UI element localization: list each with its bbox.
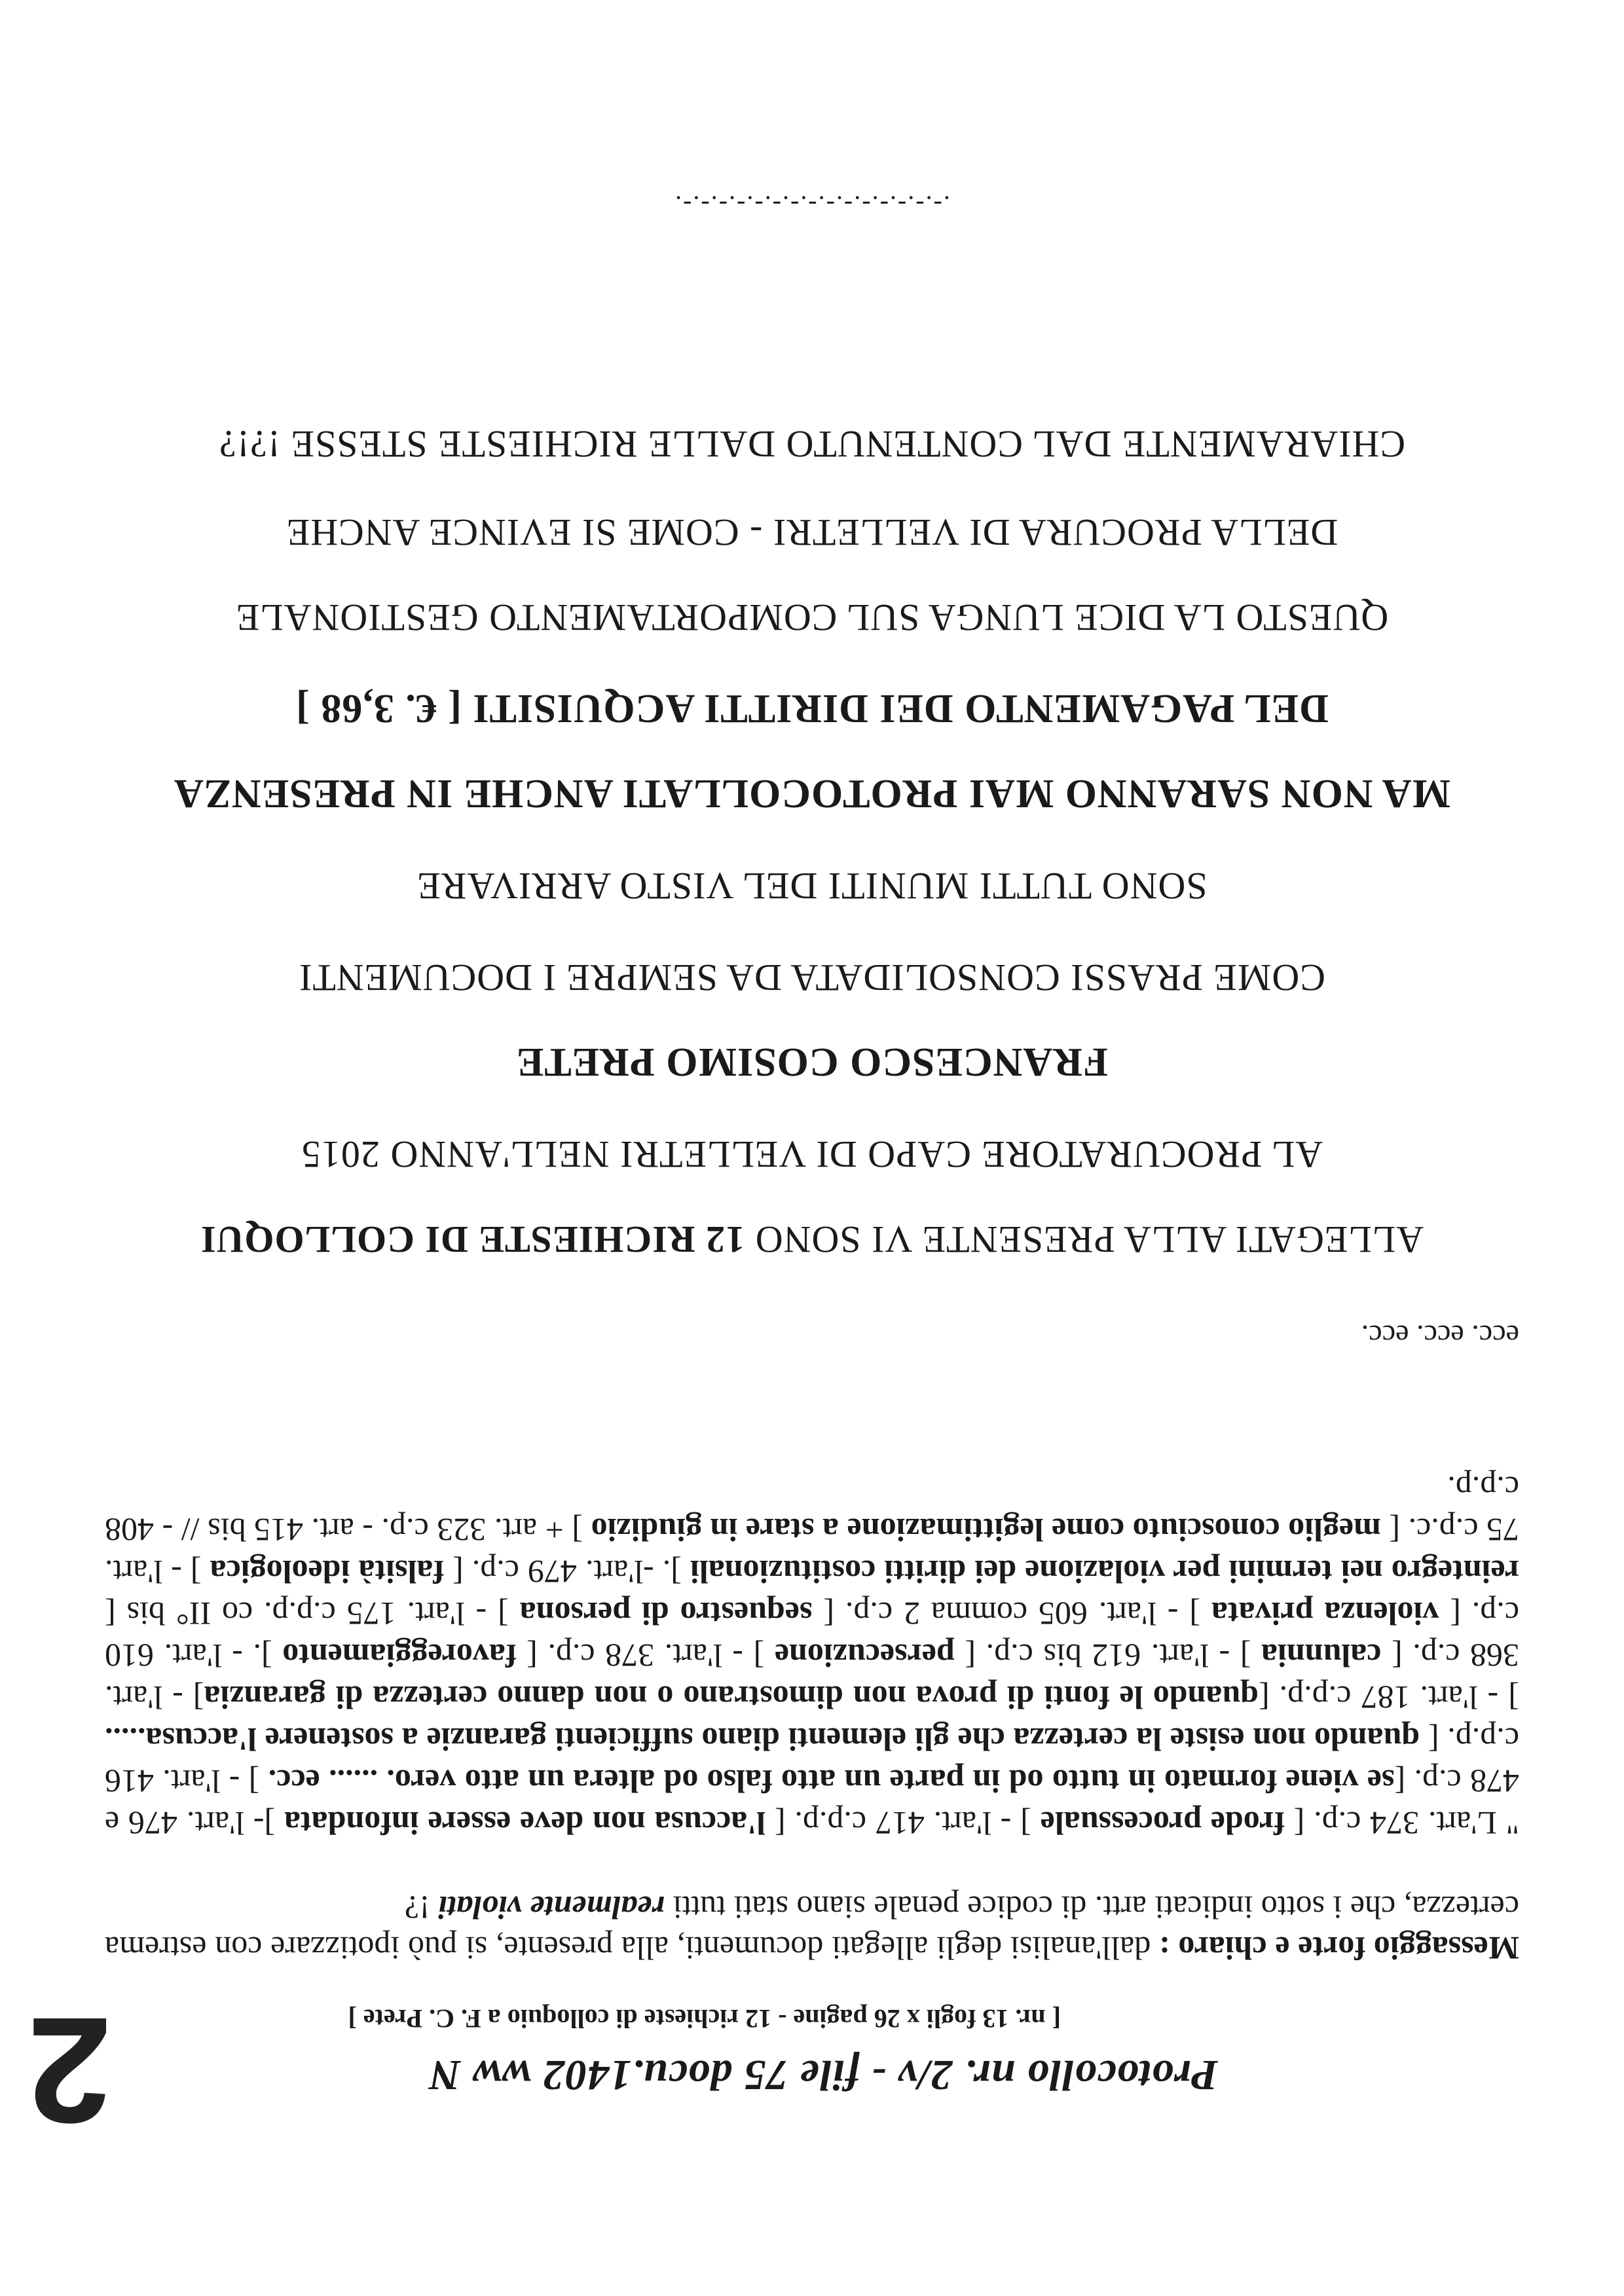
article-reference: ]. - l'art. 610 c.p. [ [105,1595,1519,1674]
praxis-line: COME PRASSI CONSOLIDATA DA SEMPRE I DOCUMENTI [299,957,1325,999]
article-reference: ] - l'art. 75 c.p.c. [ [105,1512,1519,1590]
intro-text: dall'analisi degli allegati documenti, alla presente, si può ipotizzare con estrema certezza, che i sotto indicati artt. di codice penale siano stati tutti [104,1889,1519,1967]
name-line: FRANCESCO COSIMO PRETE [516,1040,1108,1084]
article-reference: ] - l'art. 368 c.p. [ [104,1637,1519,1716]
never-protocolled-line-1: MA NON SARANNO MAI PROTOCOLLATI ANCHE IN PRESENZA [174,771,1450,816]
article-description: calunnia [1261,1637,1382,1674]
article-description: favoreggiamento [282,1637,517,1674]
intro-paragraph [105,1887,1519,1969]
article-description: se viene formato in tutto od in parte un atto falso od altera un atto vero. ...... ecc. [268,1763,1395,1800]
attachments-bold: 12 RICHIESTE DI COLLOQUI [200,1218,745,1261]
conclusion-line-2: DELLA PROCURA DI VELLETRI - COME SI EVINCE ANCHE [286,511,1338,554]
article-reference: ] - l'art. 175 c.p.p. co II° bis [ [104,1595,520,1632]
article-description: sequestro di persona [519,1595,813,1632]
article-reference: ] - l'art. 605 comma 2 c.p. [ [812,1595,1211,1632]
attachments-prefix: ALLEGATI ALLA PRESENTE VI SONO [745,1218,1424,1261]
article-reference: " L'art. 374 c.p. [ [1284,1805,1519,1842]
article-reference: ] + art. 323 c.p. - art. 415 bis // - 408 c.p.p. [105,1470,1519,1548]
conclusion-line-1: QUESTO LA DICE LUNGA SUL COMPORTAMENTO GESTIONALE [235,596,1389,639]
article-description: l'accusa non deve essere infondata [284,1805,766,1842]
never-protocolled-line-2: DEL PAGAMENTO DEI DIRITTI ACQUISITI [ €. 3,68 ] [295,686,1329,731]
page-number: 2 [28,1986,111,2155]
articles-paragraph [105,1467,1519,1844]
etc-line: ecc. ecc. ecc. [1361,1319,1519,1353]
article-reference: ]. -l'art. 479 c.p. [ [443,1554,690,1590]
article-reference: ]- l'art. 476 e 478 c.p. [ [104,1763,1519,1842]
article-reference: ] - l'art. 187 c.p.p. [ [1258,1679,1519,1716]
article-reference: ] - l'art. 612 bis c.p. [ [954,1637,1262,1674]
prosecutor-line: AL PROCURATORE CAPO DI VELLETRI NELL'ANNO 2015 [301,1133,1323,1176]
article-description: persecuzione [774,1637,955,1674]
intro-emphasis: realmente violati [438,1889,665,1926]
article-description: quando non esiste la certezza che gli elementi diano sufficienti garanzie a sostenere l'accusa..... [104,1721,1420,1758]
article-description: violenza privata [1211,1595,1439,1632]
conclusion-line-3: CHIARAMENTE DAL CONTENUTO DALLE RICHIESTE STESSE !?!? [218,423,1406,465]
attachments-line [79,1218,1545,1262]
article-description: meglio conosciuto come legittimazione a stare in giudizio [591,1512,1381,1548]
article-reference: ] - l'art. 378 c.p. [ [516,1637,775,1674]
article-reference: ] - l'art. 416 c.p.p. [ [104,1721,1519,1800]
article-description: falsità ideologica [210,1554,444,1590]
dotted-separator: .-.-.-.-.-.-.-.-.-.-.-.-.-.-.-. [674,191,950,220]
intro-lead: Messaggio forte e chiaro : [1159,1930,1519,1967]
article-description: quando le fonti di prova non dimostrano o non danno certezza di garanzia [204,1679,1259,1716]
sheets-count-note: [ nr. 13 fogli x 26 pagine - 12 richieste di colloquio a F. C. Prete ] [348,2004,1061,2033]
protocol-reference: Protocollo nr. 2/v - file 75 docu.1402 ww N [428,2051,1218,2099]
intro-tail: !? [404,1889,439,1926]
article-reference: ] - l'art. 417 c.p.p. [ [766,1805,1041,1842]
article-description: reintegro nei termini per violazione dei diritti costituzionali [690,1554,1519,1590]
article-description: frode processuale [1040,1805,1285,1842]
visa-line: SONO TUTTI MUNITI DEL VISTO ARRIVARE [416,865,1208,907]
